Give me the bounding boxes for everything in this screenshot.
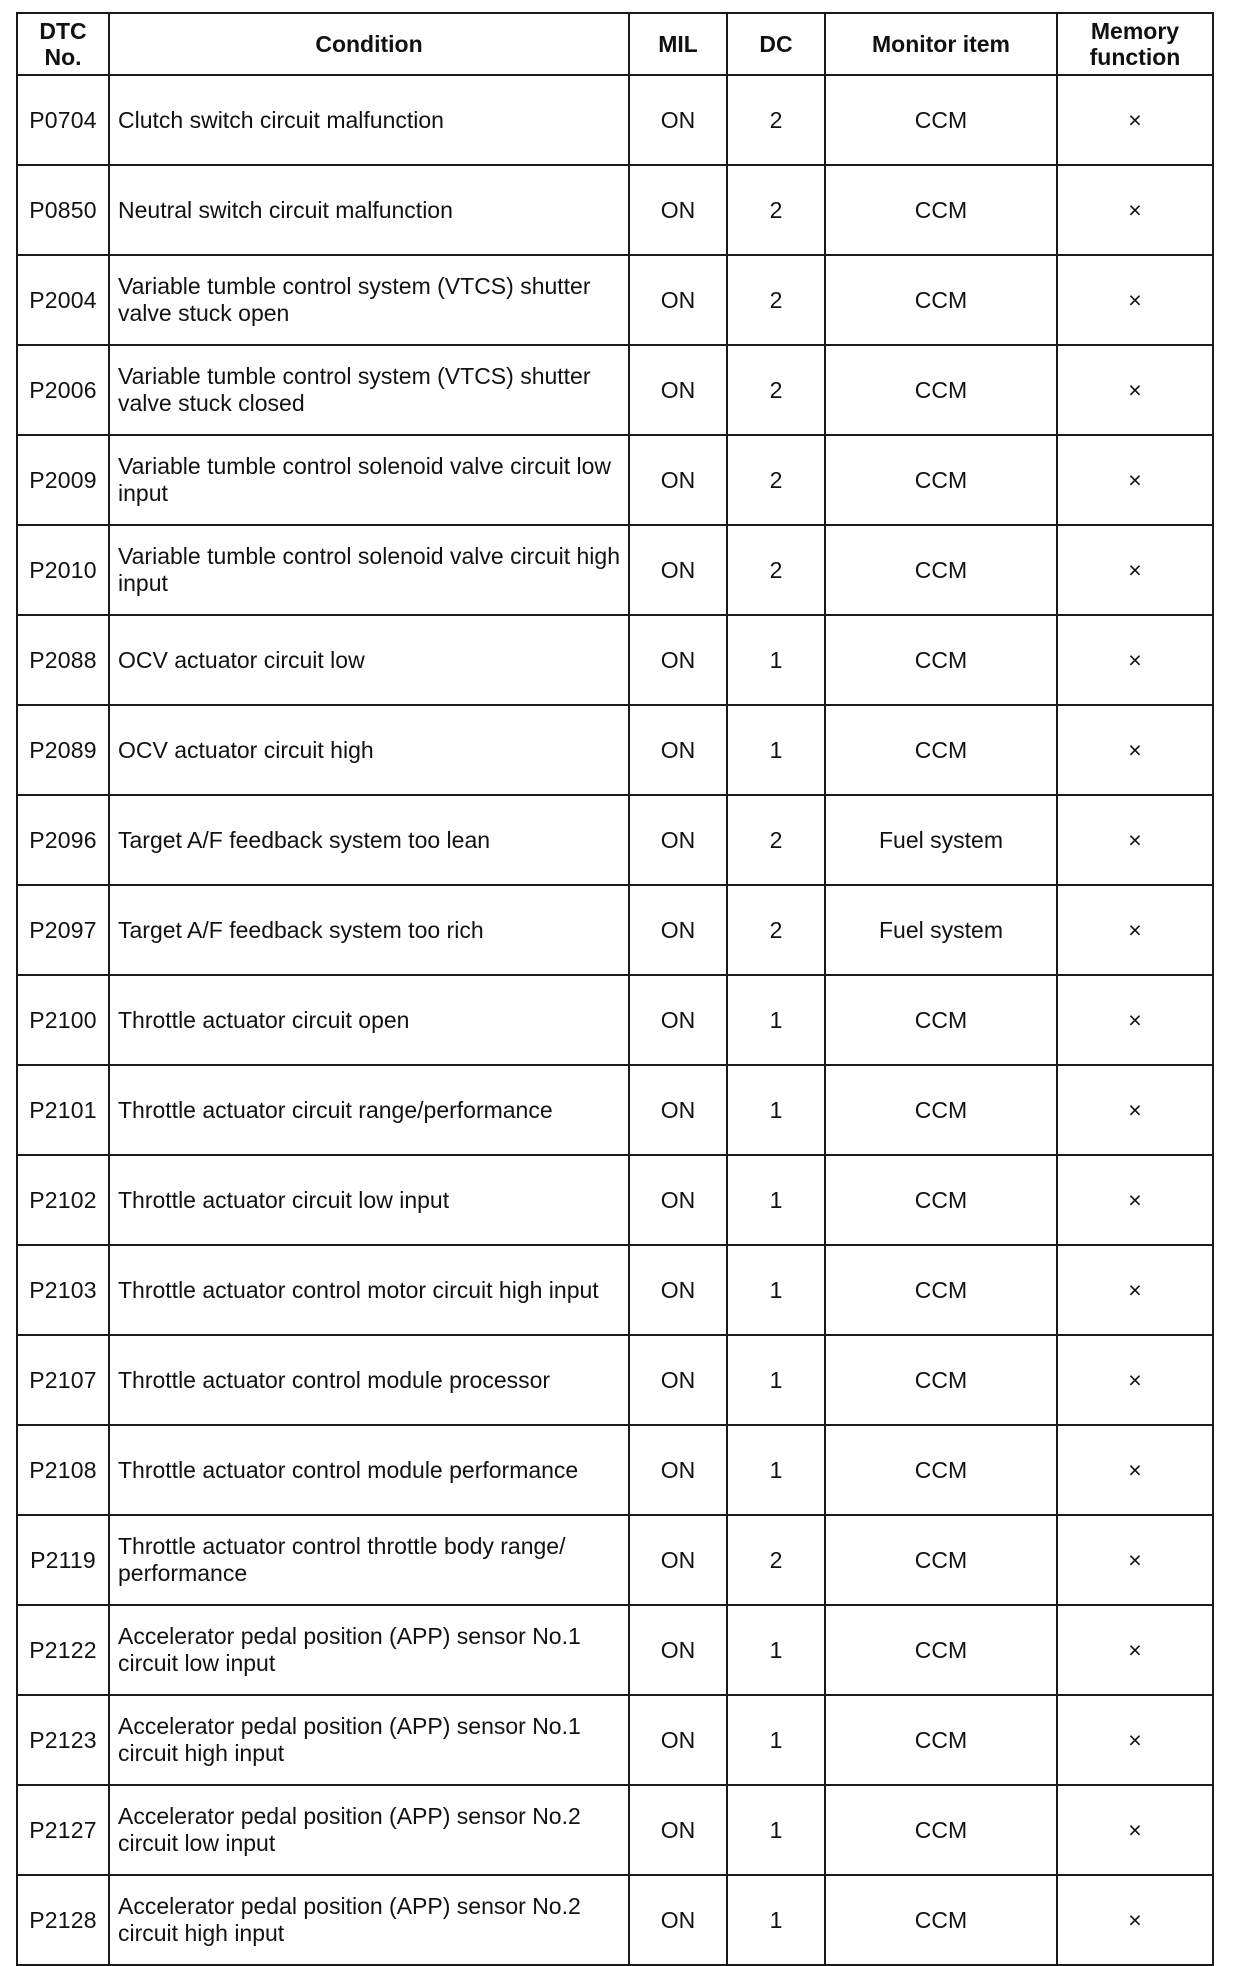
header-memory-line2: function <box>1089 44 1181 70</box>
memory-function-cell: × <box>1057 345 1213 435</box>
mil-cell: ON <box>629 705 727 795</box>
dtc-number-cell: P2127 <box>17 1785 109 1875</box>
monitor-item-cell: CCM <box>825 1425 1057 1515</box>
dtc-number-cell: P0850 <box>17 165 109 255</box>
dc-cell: 1 <box>727 1875 825 1965</box>
dc-cell: 1 <box>727 615 825 705</box>
dtc-number-cell: P2123 <box>17 1695 109 1785</box>
mil-cell: ON <box>629 1425 727 1515</box>
dtc-number-cell: P2102 <box>17 1155 109 1245</box>
memory-function-cell: × <box>1057 1695 1213 1785</box>
header-dtc-line2: No. <box>44 44 82 70</box>
mil-cell: ON <box>629 1335 727 1425</box>
dc-cell: 1 <box>727 1785 825 1875</box>
dc-cell: 2 <box>727 435 825 525</box>
table-row <box>17 1785 1213 1875</box>
header-dtc-line1: DTC <box>39 18 87 44</box>
memory-function-cell: × <box>1057 705 1213 795</box>
dc-cell: 2 <box>727 795 825 885</box>
table-row <box>17 345 1213 435</box>
condition-cell: Variable tumble control system (VTCS) shutter valve stuck open <box>109 255 629 345</box>
dtc-number-cell: P2004 <box>17 255 109 345</box>
condition-cell: Clutch switch circuit malfunction <box>109 75 629 165</box>
dtc-number-cell: P2107 <box>17 1335 109 1425</box>
dtc-number-cell: P2100 <box>17 975 109 1065</box>
monitor-item-cell: CCM <box>825 345 1057 435</box>
condition-cell: Accelerator pedal position (APP) sensor No.2 circuit low input <box>109 1785 629 1875</box>
memory-function-cell: × <box>1057 1605 1213 1695</box>
condition-cell: Variable tumble control solenoid valve circuit low input <box>109 435 629 525</box>
dc-cell: 2 <box>727 525 825 615</box>
mil-cell: ON <box>629 1065 727 1155</box>
condition-cell: OCV actuator circuit high <box>109 705 629 795</box>
table-row <box>17 1335 1213 1425</box>
dc-cell: 2 <box>727 165 825 255</box>
condition-cell: Target A/F feedback system too rich <box>109 885 629 975</box>
table-row <box>17 1605 1213 1695</box>
header-memory-line1: Memory <box>1090 18 1180 44</box>
memory-function-cell: × <box>1057 885 1213 975</box>
dtc-number-cell: P2128 <box>17 1875 109 1965</box>
dtc-number-cell: P2122 <box>17 1605 109 1695</box>
table-row <box>17 1695 1213 1785</box>
dc-cell: 1 <box>727 1605 825 1695</box>
table-row <box>17 435 1213 525</box>
memory-function-cell: × <box>1057 1785 1213 1875</box>
mil-cell: ON <box>629 165 727 255</box>
monitor-item-cell: CCM <box>825 975 1057 1065</box>
condition-cell: Variable tumble control system (VTCS) shutter valve stuck closed <box>109 345 629 435</box>
dtc-table <box>16 12 1214 1966</box>
dc-cell: 2 <box>727 255 825 345</box>
condition-cell: Accelerator pedal position (APP) sensor No.2 circuit high input <box>109 1875 629 1965</box>
mil-cell: ON <box>629 1875 727 1965</box>
table-body <box>17 75 1213 1965</box>
header-monitor-item: Monitor item <box>825 13 1057 75</box>
dtc-number-cell: P2006 <box>17 345 109 435</box>
monitor-item-cell: CCM <box>825 1065 1057 1155</box>
mil-cell: ON <box>629 885 727 975</box>
table-header-row <box>17 13 1213 75</box>
table-row <box>17 705 1213 795</box>
condition-cell: Throttle actuator control motor circuit high input <box>109 1245 629 1335</box>
dc-cell: 1 <box>727 975 825 1065</box>
memory-function-cell: × <box>1057 1245 1213 1335</box>
mil-cell: ON <box>629 1245 727 1335</box>
dc-cell: 2 <box>727 75 825 165</box>
memory-function-cell: × <box>1057 165 1213 255</box>
memory-function-cell: × <box>1057 615 1213 705</box>
dtc-number-cell: P0704 <box>17 75 109 165</box>
dtc-number-cell: P2103 <box>17 1245 109 1335</box>
monitor-item-cell: Fuel system <box>825 795 1057 885</box>
mil-cell: ON <box>629 975 727 1065</box>
table-row <box>17 75 1213 165</box>
mil-cell: ON <box>629 75 727 165</box>
monitor-item-cell: CCM <box>825 1155 1057 1245</box>
table-row <box>17 885 1213 975</box>
condition-cell: Throttle actuator control module processor <box>109 1335 629 1425</box>
dc-cell: 2 <box>727 345 825 435</box>
dtc-number-cell: P2108 <box>17 1425 109 1515</box>
condition-cell: Accelerator pedal position (APP) sensor No.1 circuit low input <box>109 1605 629 1695</box>
table-row <box>17 795 1213 885</box>
memory-function-cell: × <box>1057 75 1213 165</box>
header-mil: MIL <box>629 13 727 75</box>
dtc-number-cell: P2089 <box>17 705 109 795</box>
dc-cell: 1 <box>727 705 825 795</box>
condition-cell: Variable tumble control solenoid valve circuit high input <box>109 525 629 615</box>
mil-cell: ON <box>629 1695 727 1785</box>
header-memory-function <box>1057 13 1213 75</box>
mil-cell: ON <box>629 1515 727 1605</box>
memory-function-cell: × <box>1057 435 1213 525</box>
table-row <box>17 165 1213 255</box>
monitor-item-cell: Fuel system <box>825 885 1057 975</box>
memory-function-cell: × <box>1057 525 1213 615</box>
header-condition: Condition <box>109 13 629 75</box>
mil-cell: ON <box>629 525 727 615</box>
memory-function-cell: × <box>1057 1155 1213 1245</box>
dtc-number-cell: P2101 <box>17 1065 109 1155</box>
memory-function-cell: × <box>1057 1875 1213 1965</box>
mil-cell: ON <box>629 615 727 705</box>
monitor-item-cell: CCM <box>825 1875 1057 1965</box>
monitor-item-cell: CCM <box>825 1605 1057 1695</box>
memory-function-cell: × <box>1057 1335 1213 1425</box>
dtc-number-cell: P2097 <box>17 885 109 975</box>
monitor-item-cell: CCM <box>825 75 1057 165</box>
condition-cell: Target A/F feedback system too lean <box>109 795 629 885</box>
monitor-item-cell: CCM <box>825 1335 1057 1425</box>
dc-cell: 1 <box>727 1425 825 1515</box>
monitor-item-cell: CCM <box>825 435 1057 525</box>
table-row <box>17 1245 1213 1335</box>
mil-cell: ON <box>629 795 727 885</box>
mil-cell: ON <box>629 255 727 345</box>
monitor-item-cell: CCM <box>825 255 1057 345</box>
mil-cell: ON <box>629 345 727 435</box>
table-row <box>17 255 1213 345</box>
table-row <box>17 1425 1213 1515</box>
monitor-item-cell: CCM <box>825 615 1057 705</box>
dc-cell: 1 <box>727 1065 825 1155</box>
memory-function-cell: × <box>1057 1065 1213 1155</box>
header-dtc-no <box>17 13 109 75</box>
monitor-item-cell: CCM <box>825 1695 1057 1785</box>
mil-cell: ON <box>629 1605 727 1695</box>
dc-cell: 2 <box>727 885 825 975</box>
monitor-item-cell: CCM <box>825 1515 1057 1605</box>
dc-cell: 1 <box>727 1335 825 1425</box>
table-row <box>17 525 1213 615</box>
condition-cell: Throttle actuator control module performance <box>109 1425 629 1515</box>
table-row <box>17 1155 1213 1245</box>
table-row <box>17 975 1213 1065</box>
condition-cell: Neutral switch circuit malfunction <box>109 165 629 255</box>
memory-function-cell: × <box>1057 1425 1213 1515</box>
table-row <box>17 615 1213 705</box>
dtc-number-cell: P2009 <box>17 435 109 525</box>
table-row <box>17 1065 1213 1155</box>
dc-cell: 1 <box>727 1695 825 1785</box>
monitor-item-cell: CCM <box>825 165 1057 255</box>
dtc-number-cell: P2010 <box>17 525 109 615</box>
mil-cell: ON <box>629 1155 727 1245</box>
monitor-item-cell: CCM <box>825 1245 1057 1335</box>
document-page <box>16 12 1212 1966</box>
dtc-number-cell: P2119 <box>17 1515 109 1605</box>
condition-cell: Throttle actuator circuit range/performance <box>109 1065 629 1155</box>
condition-cell: Throttle actuator circuit low input <box>109 1155 629 1245</box>
memory-function-cell: × <box>1057 975 1213 1065</box>
condition-cell: Throttle actuator control throttle body range/ performance <box>109 1515 629 1605</box>
condition-cell: Accelerator pedal position (APP) sensor No.1 circuit high input <box>109 1695 629 1785</box>
dtc-number-cell: P2088 <box>17 615 109 705</box>
monitor-item-cell: CCM <box>825 1785 1057 1875</box>
condition-cell: Throttle actuator circuit open <box>109 975 629 1065</box>
table-row <box>17 1875 1213 1965</box>
table-row <box>17 1515 1213 1605</box>
memory-function-cell: × <box>1057 795 1213 885</box>
mil-cell: ON <box>629 435 727 525</box>
header-dc: DC <box>727 13 825 75</box>
dc-cell: 1 <box>727 1155 825 1245</box>
memory-function-cell: × <box>1057 1515 1213 1605</box>
mil-cell: ON <box>629 1785 727 1875</box>
condition-cell: OCV actuator circuit low <box>109 615 629 705</box>
memory-function-cell: × <box>1057 255 1213 345</box>
dc-cell: 2 <box>727 1515 825 1605</box>
dc-cell: 1 <box>727 1245 825 1335</box>
monitor-item-cell: CCM <box>825 705 1057 795</box>
monitor-item-cell: CCM <box>825 525 1057 615</box>
dtc-number-cell: P2096 <box>17 795 109 885</box>
